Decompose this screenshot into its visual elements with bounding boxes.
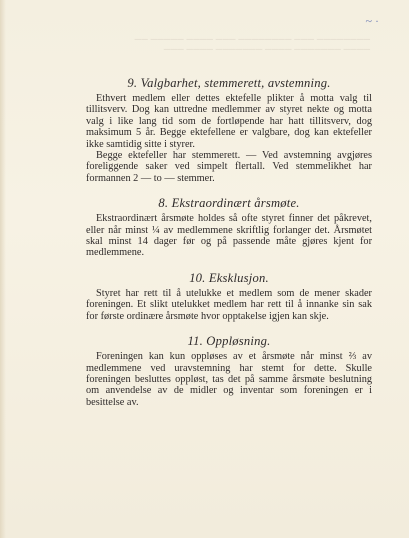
section-eksklusjon [86,271,372,322]
section-paragraph: Ethvert medlem eller dettes ektefelle plikter å motta valg til tillitsverv. Dog kan uttredne medlemmer av styret nekte og motta valg i like lang tid som de fortløpende har hatt tillitsverv, dog maksimum 5 år. Begge ektefellene er valgbare, dog kan ektefeller ikke samtidig sitte i styrer. [86,93,372,150]
section-heading: 10. Eksklusjon. [189,270,269,285]
section-heading: 8. Ekstraordinært årsmøte. [158,196,300,211]
section-heading: 11. Oppløsning. [187,334,271,349]
section-paragraph: Styret har rett til å utelukke et medlem som de mener skader foreningen. Et slikt utelukket medlem har rett til å innanke sin sak for første ordinære årsmøte hvor opptakelse igjen kan skje. [86,287,372,322]
section-valgbarhet [86,76,372,184]
bleed-through-text: ──────── ─── ──────── ─── ──── ───── ── ──── ─────── ──── ─────── ──── ─── [134,34,370,54]
section-gap [86,259,372,271]
section-gap [86,184,372,196]
section-heading: 9. Valgbarhet, stemmerett, avstemning. [127,76,331,90]
section-paragraph: Foreningen kan kun oppløses av et årsmøte når minst ⅔ av medlemmene ved uravstemning har stemt for dette. Skulle foreningen besluttes oppløst, tas det på samme årsmøte beslutning om anvendelse av de midler og inventar som foreningen er i besittelse av. [86,351,372,408]
section-ekstraordinaert-arsmote [86,196,372,259]
corner-pen-mark: ~ · [365,14,379,28]
section-opplosning [86,334,372,408]
document-body [86,76,372,408]
section-paragraph: Ekstraordinært årsmøte holdes så ofte styret finner det påkrevet, eller når minst ¼ av medlemmene skriftlig forlanger det. Årsmøtet skal minst 14 dager før og på passende måte gjøres kjent for medlemmene. [86,213,372,259]
section-paragraph: Begge ektefeller har stemmerett. — Ved avstemning avgjøres foreliggende saker ved simpelt flertall. Ved stemmelikhet har formannen 2 — to — stemmer. [86,150,372,184]
section-gap [86,322,372,334]
